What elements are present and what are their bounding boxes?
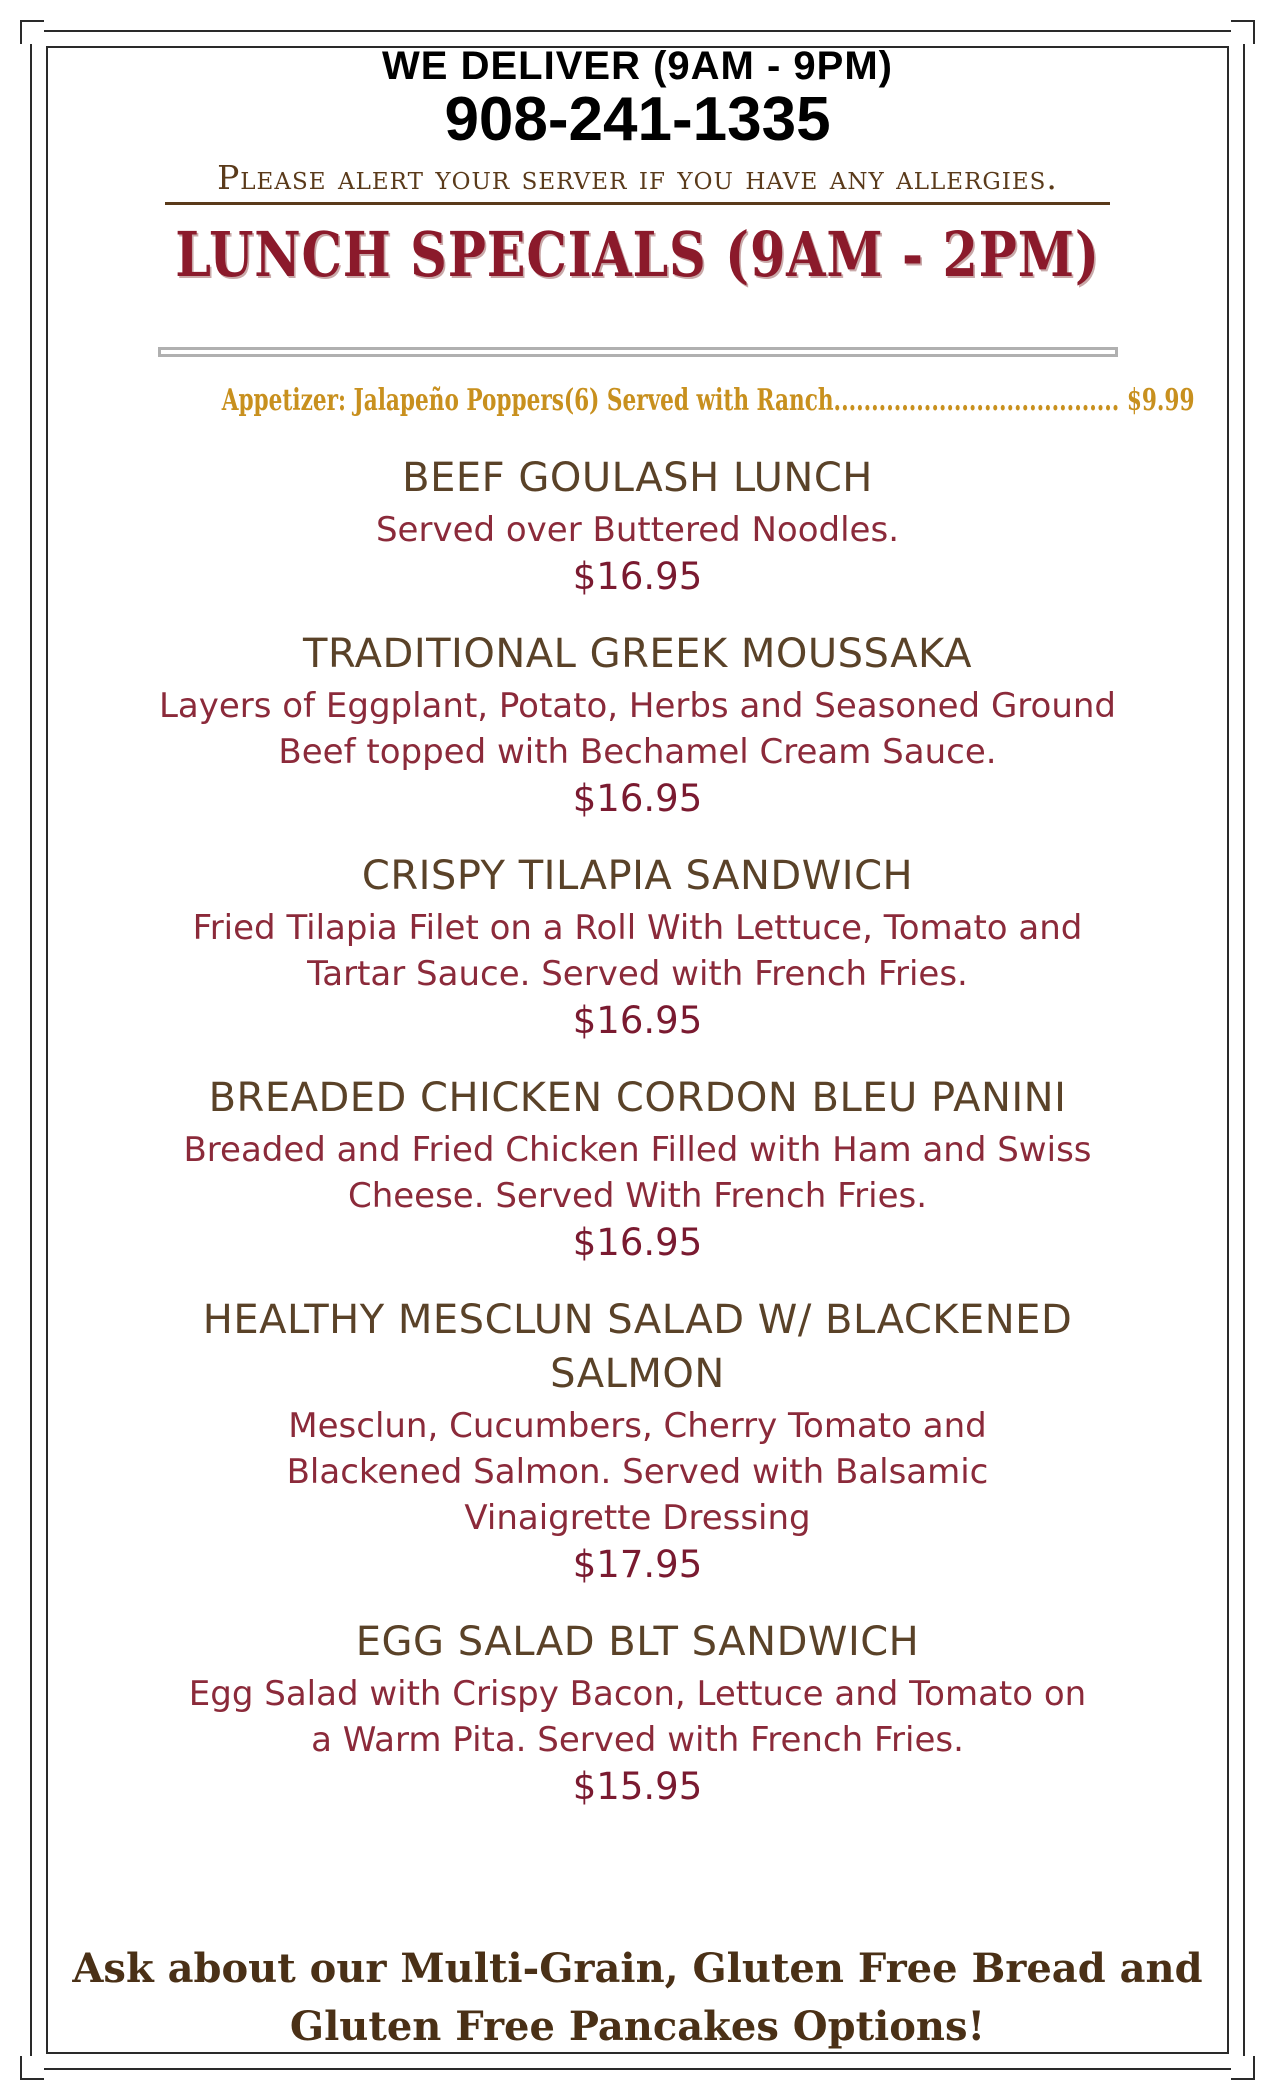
item-price: $16.95 bbox=[572, 555, 703, 598]
item-description: Layers of Eggplant, Potato, Herbs and Seasoned Ground Beef topped with Bechamel Cream Sauce. bbox=[158, 686, 1116, 772]
item-description: Served over Buttered Noodles. bbox=[375, 510, 900, 550]
footer-note bbox=[60, 1940, 1215, 2056]
menu-item bbox=[60, 1615, 1215, 1811]
item-price: $16.95 bbox=[572, 777, 703, 820]
menu-item bbox=[60, 1293, 1215, 1589]
item-name: TRADITIONAL GREEK MOUSSAKA bbox=[303, 631, 972, 677]
item-name: HEALTHY MESCLUN SALAD W/ BLACKENED SALMON bbox=[202, 1297, 1073, 1397]
menu-item bbox=[60, 1071, 1215, 1267]
corner-ornament bbox=[1231, 20, 1255, 44]
footer-line: Gluten Free Pancakes Options! bbox=[289, 2003, 986, 2050]
menu-item bbox=[60, 627, 1215, 823]
item-name: BREADED CHICKEN CORDON BLEU PANINI bbox=[208, 1075, 1067, 1121]
allergy-notice: Please alert your server if you have any allergies. bbox=[217, 158, 1058, 197]
item-price: $16.95 bbox=[572, 1221, 703, 1264]
divider bbox=[165, 202, 1110, 205]
item-name: BEEF GOULASH LUNCH bbox=[402, 455, 873, 501]
menu-item bbox=[60, 849, 1215, 1045]
item-price: $16.95 bbox=[572, 999, 703, 1042]
delivery-hours: WE DELIVER (9AM - 9PM) bbox=[382, 44, 893, 88]
item-description: Egg Salad with Crispy Bacon, Lettuce and Tomato on a Warm Pita. Served with French Fries. bbox=[188, 1674, 1087, 1760]
divider-bar bbox=[158, 347, 1118, 357]
item-price: $17.95 bbox=[572, 1543, 703, 1586]
menu-item bbox=[60, 451, 1215, 601]
footer-line: Ask about our Multi-Grain, Gluten Free Bread and bbox=[72, 1945, 1203, 1992]
item-price: $15.95 bbox=[572, 1765, 703, 1808]
phone-number: 908-241-1335 bbox=[444, 85, 831, 154]
appetizer-line: Appetizer: Jalapeño Poppers(6) Served with Ranch...................................... $9.99 bbox=[221, 383, 1195, 418]
corner-ornament bbox=[1231, 2056, 1255, 2080]
menu-content bbox=[60, 44, 1215, 1837]
item-description: Fried Tilapia Filet on a Roll With Lettuce, Tomato and Tartar Sauce. Served with French Fries. bbox=[192, 908, 1083, 994]
item-name: CRISPY TILAPIA SANDWICH bbox=[361, 853, 914, 899]
page-title: LUNCH SPECIALS (9AM - 2PM) bbox=[175, 218, 1100, 291]
item-description: Breaded and Fried Chicken Filled with Ham and Swiss Cheese. Served With French Fries. bbox=[183, 1130, 1092, 1216]
corner-ornament bbox=[20, 20, 44, 44]
corner-ornament bbox=[20, 2056, 44, 2080]
item-name: EGG SALAD BLT SANDWICH bbox=[355, 1619, 920, 1665]
item-description: Mesclun, Cucumbers, Cherry Tomato and Blackened Salmon. Served with Balsamic Vinaigrette Dressing bbox=[286, 1406, 989, 1538]
menu-items bbox=[60, 451, 1215, 1811]
